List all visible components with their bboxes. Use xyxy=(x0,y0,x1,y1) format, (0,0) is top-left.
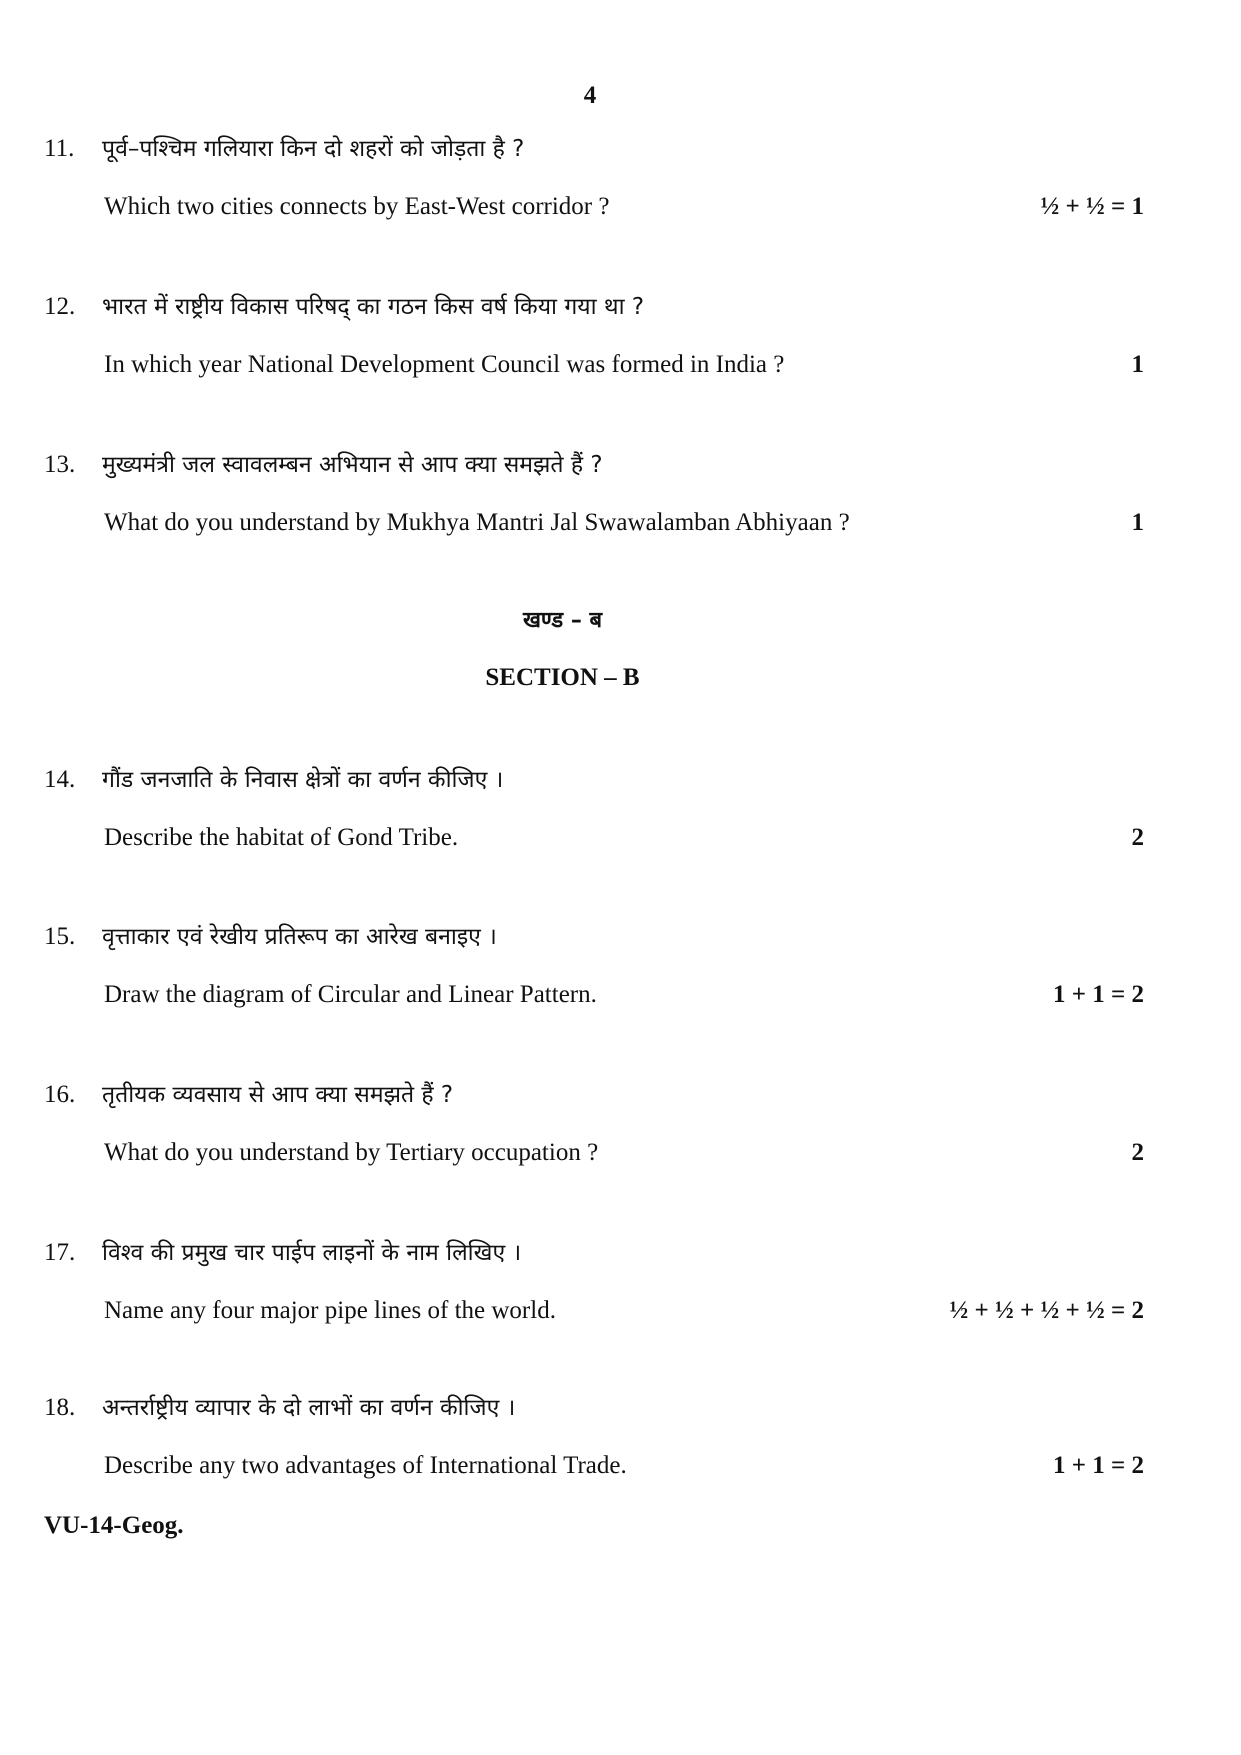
question-english-row xyxy=(44,343,1144,387)
question-marks: 1 + 1 = 2 xyxy=(1053,981,1144,1008)
question-english-text: Describe the habitat of Gond Tribe. xyxy=(104,824,459,851)
question-number: 15. xyxy=(44,923,76,950)
section-heading-english: SECTION – B xyxy=(485,664,640,691)
question-english-text: Which two cities connects by East-West corridor ? xyxy=(104,193,610,220)
question-14 xyxy=(44,758,1144,860)
question-hindi-text: वृत्ताकार एवं रेखीय प्रतिरूप का आरेख बनाइए । xyxy=(102,924,497,950)
question-number: 11. xyxy=(44,135,75,162)
question-number: 16. xyxy=(44,1081,76,1108)
question-number: 14. xyxy=(44,766,76,793)
question-english-row xyxy=(44,816,1144,860)
question-marks: ½ + ½ = 1 xyxy=(1040,193,1144,220)
question-hindi-text: पूर्व–पश्चिम गलियारा किन दो शहरों को जोड़ता है ? xyxy=(102,136,525,162)
question-hindi-row xyxy=(44,1073,1144,1117)
question-hindi-text: अन्तर्राष्ट्रीय व्यापार के दो लाभों का वर्णन कीजिए । xyxy=(102,1395,516,1421)
question-number: 13. xyxy=(44,451,76,478)
question-hindi-text: गौंड जनजाति के निवास क्षेत्रों का वर्णन कीजिए । xyxy=(102,767,504,793)
question-marks: 1 xyxy=(1131,351,1144,378)
section-heading-hindi: खण्ड – ब xyxy=(522,608,603,633)
question-english-text: What do you understand by Tertiary occupation ? xyxy=(104,1139,599,1166)
question-hindi-row xyxy=(44,758,1144,802)
question-english-text: What do you understand by Mukhya Mantri Jal Swawalamban Abhiyaan ? xyxy=(104,509,850,536)
question-english-row xyxy=(44,973,1144,1017)
question-english-text: Name any four major pipe lines of the world. xyxy=(104,1297,556,1324)
question-12 xyxy=(44,285,1144,387)
question-marks: 1 xyxy=(1131,509,1144,536)
question-english-text: Describe any two advantages of International Trade. xyxy=(104,1452,627,1479)
question-hindi-text: तृतीयक व्यवसाय से आप क्या समझते हैं ? xyxy=(102,1082,454,1108)
question-marks: 1 + 1 = 2 xyxy=(1053,1452,1144,1479)
paper-code: VU-14-Geog. xyxy=(44,1512,184,1539)
question-number: 17. xyxy=(44,1239,76,1266)
question-18 xyxy=(44,1386,1144,1488)
question-marks: 2 xyxy=(1131,824,1144,851)
page-number: 4 xyxy=(583,82,597,109)
question-13 xyxy=(44,443,1144,545)
question-marks: ½ + ½ + ½ + ½ = 2 xyxy=(949,1297,1144,1324)
question-11 xyxy=(44,127,1144,229)
question-number: 12. xyxy=(44,293,76,320)
question-hindi-row xyxy=(44,285,1144,329)
question-17 xyxy=(44,1231,1144,1333)
question-15 xyxy=(44,915,1144,1017)
question-hindi-row xyxy=(44,127,1144,171)
question-16 xyxy=(44,1073,1144,1175)
question-english-text: In which year National Development Council was formed in India ? xyxy=(104,351,785,378)
question-english-row xyxy=(44,1289,1144,1333)
question-english-row xyxy=(44,1131,1144,1175)
question-hindi-row xyxy=(44,443,1144,487)
question-hindi-text: विश्व की प्रमुख चार पाईप लाइनों के नाम लिखिए । xyxy=(102,1240,522,1266)
question-hindi-row xyxy=(44,1386,1144,1430)
question-english-row xyxy=(44,1444,1144,1488)
question-marks: 2 xyxy=(1131,1139,1144,1166)
question-hindi-text: मुख्यमंत्री जल स्वावलम्बन अभियान से आप क्या समझते हैं ? xyxy=(102,452,603,478)
question-number: 18. xyxy=(44,1394,76,1421)
question-english-row xyxy=(44,501,1144,545)
question-english-text: Draw the diagram of Circular and Linear Pattern. xyxy=(104,981,597,1008)
question-hindi-row xyxy=(44,915,1144,959)
question-english-row xyxy=(44,185,1144,229)
question-hindi-text: भारत में राष्ट्रीय विकास परिषद् का गठन किस वर्ष किया गया था ? xyxy=(102,294,645,320)
question-hindi-row xyxy=(44,1231,1144,1275)
